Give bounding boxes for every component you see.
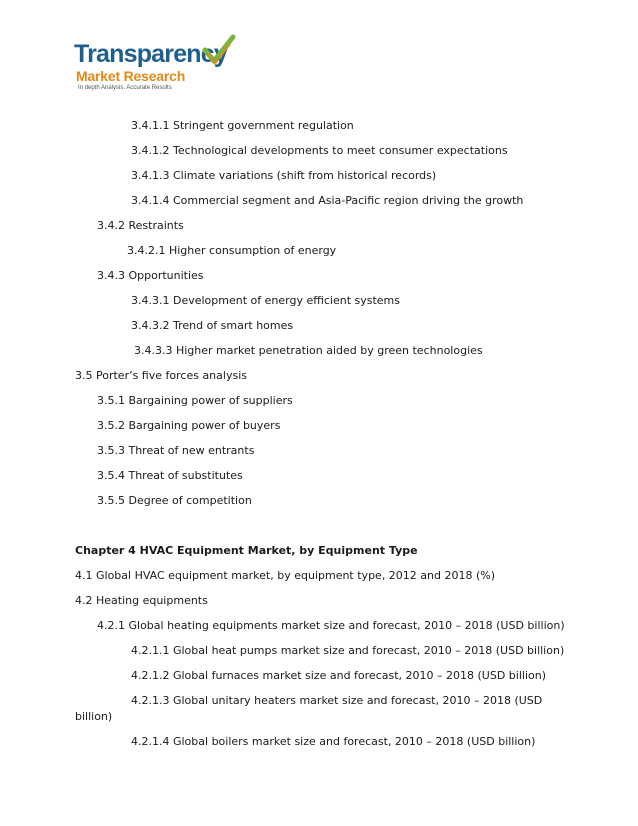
- logo-wordmark: Transparency: [74, 40, 227, 68]
- toc-entry-3-5: 3.5 Porter’s five forces analysis: [75, 369, 247, 382]
- toc-entry-4-2-1: 4.2.1 Global heating equipments market size and forecast, 2010 – 2018 (USD billion): [97, 619, 565, 632]
- toc-entry-3-4-2: 3.4.2 Restraints: [97, 219, 184, 232]
- toc-entry-4-1: 4.1 Global HVAC equipment market, by equipment type, 2012 and 2018 (%): [75, 569, 496, 582]
- chapter-heading: Chapter 4 HVAC Equipment Market, by Equipment Type: [75, 544, 418, 557]
- toc-entry-4-2-1-2: 4.2.1.2 Global furnaces market size and forecast, 2010 – 2018 (USD billion): [131, 669, 546, 682]
- toc-entry-3-4-1-3: 3.4.1.3 Climate variations (shift from historical records): [131, 169, 437, 182]
- toc-entry-3-4-3-2: 3.4.3.2 Trend of smart homes: [131, 319, 294, 332]
- toc-entry-4-2-1-3: 4.2.1.3 Global unitary heaters market size and forecast, 2010 – 2018 (USD: [131, 694, 543, 707]
- toc-entry-4-2-1-3-continued: billion): [75, 710, 113, 723]
- toc-entry-3-5-4: 3.5.4 Threat of substitutes: [97, 469, 243, 482]
- logo-subtitle: Market Research: [76, 68, 186, 84]
- toc-entry-4-2: 4.2 Heating equipments: [75, 594, 208, 607]
- logo-tagline: In depth Analysis. Accurate Results: [78, 85, 172, 91]
- toc-entry-4-2-1-4: 4.2.1.4 Global boilers market size and forecast, 2010 – 2018 (USD billion): [131, 735, 536, 748]
- toc-entry-3-5-1: 3.5.1 Bargaining power of suppliers: [97, 394, 293, 407]
- toc-entry-3-5-5: 3.5.5 Degree of competition: [97, 494, 252, 507]
- toc-entry-3-4-3-3: 3.4.3.3 Higher market penetration aided by green technologies: [134, 344, 483, 357]
- toc-entry-3-5-2: 3.5.2 Bargaining power of buyers: [97, 419, 281, 432]
- toc-entry-3-4-3: 3.4.3 Opportunities: [97, 269, 204, 282]
- toc-entry-4-2-1-1: 4.2.1.1 Global heat pumps market size and forecast, 2010 – 2018 (USD billion): [131, 644, 565, 657]
- toc-entry-3-4-2-1: 3.4.2.1 Higher consumption of energy: [127, 244, 337, 257]
- toc-entry-3-4-1-1: 3.4.1.1 Stringent government regulation: [131, 119, 354, 132]
- company-logo: [74, 34, 244, 96]
- checkmark-icon: [202, 34, 236, 68]
- toc-entry-3-4-1-4: 3.4.1.4 Commercial segment and Asia-Pacific region driving the growth: [131, 194, 524, 207]
- toc-entry-3-5-3: 3.5.3 Threat of new entrants: [97, 444, 255, 457]
- toc-entry-3-4-1-2: 3.4.1.2 Technological developments to meet consumer expectations: [131, 144, 508, 157]
- toc-entry-3-4-3-1: 3.4.3.1 Development of energy efficient systems: [131, 294, 401, 307]
